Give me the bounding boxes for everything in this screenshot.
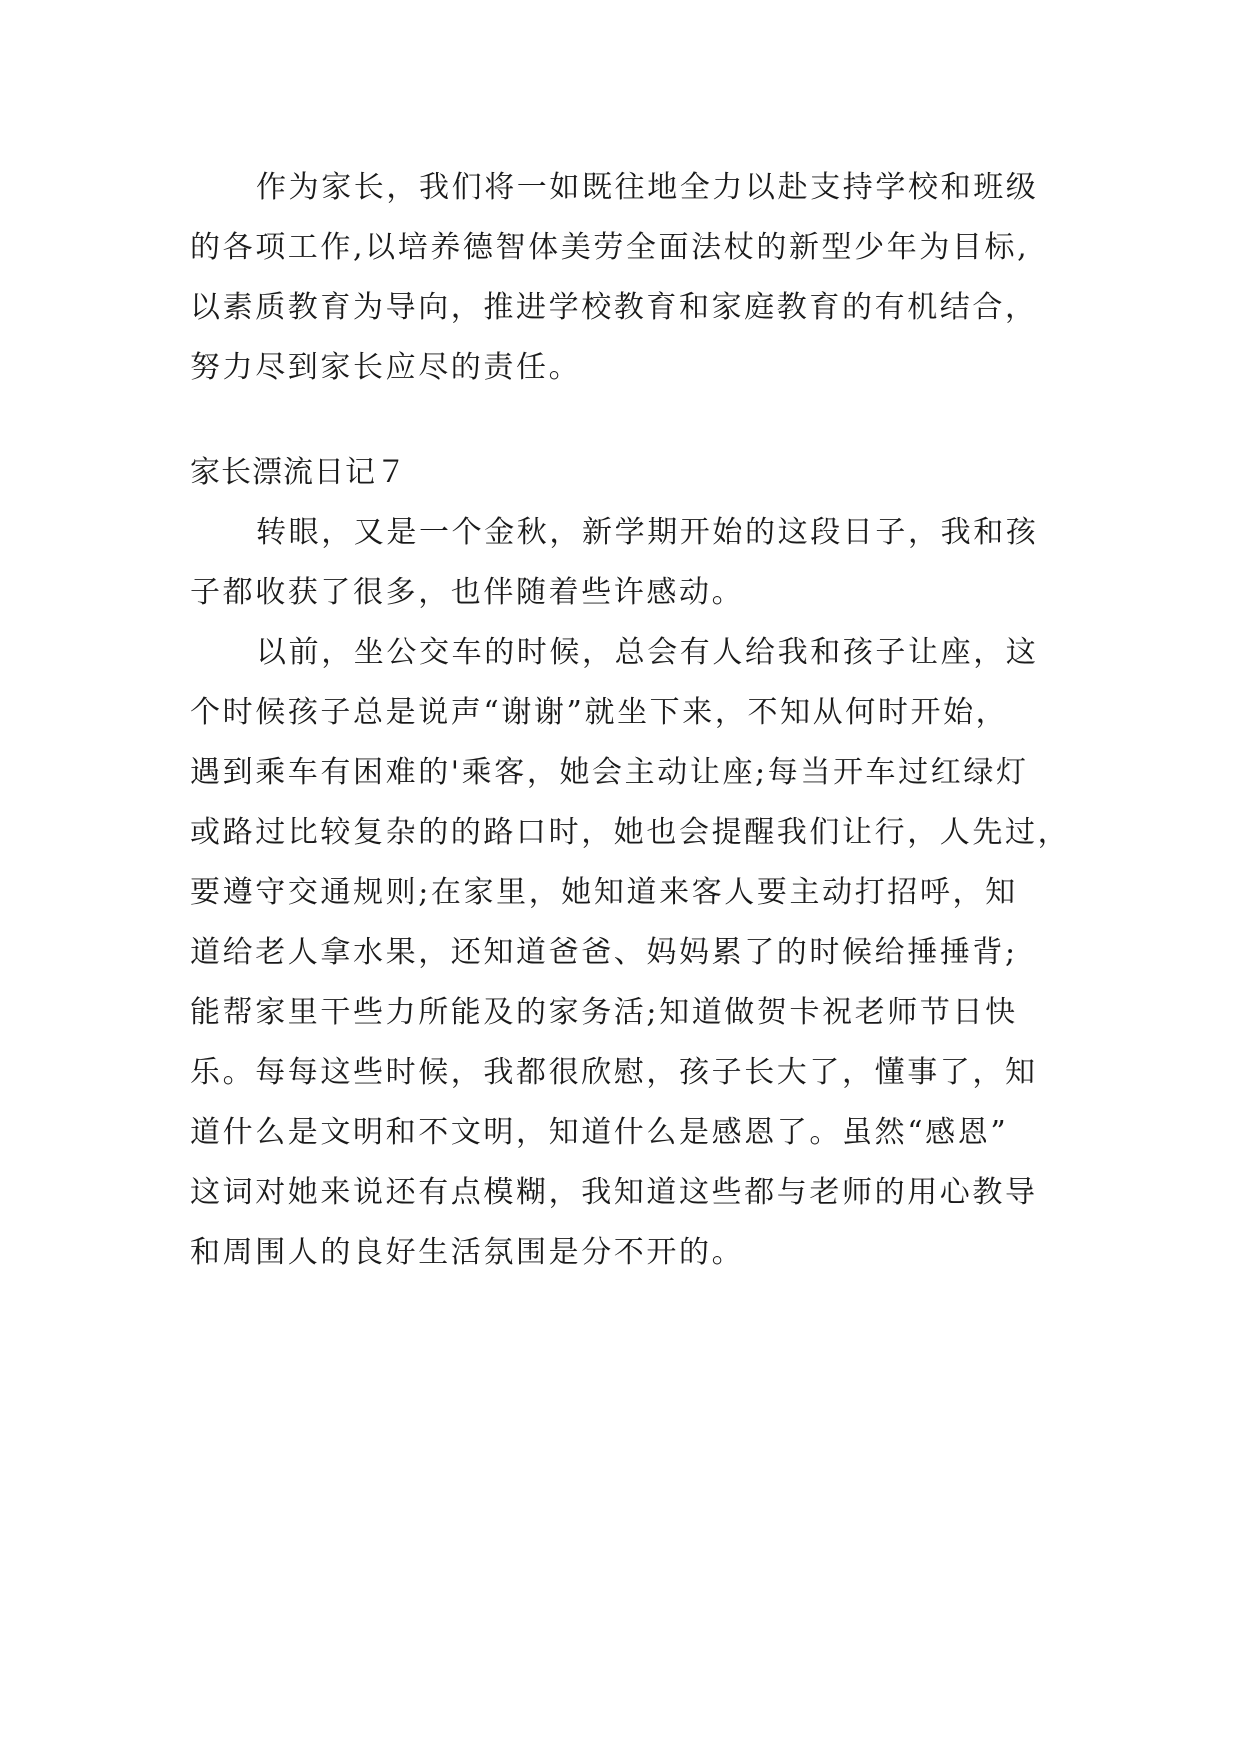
paragraph-line: 努力尽到家长应尽的责任。 [190,350,582,385]
paragraph-line: 作为家长，我们将一如既往地全力以赴支持学校和班级 [256,170,1039,205]
paragraph-line: 转眼，又是一个金秋，新学期开始的这段日子，我和孩 [256,515,1039,550]
paragraph-line: 遇到乘车有困难的'乘客，她会主动让座;每当开车过红绿灯 [190,755,1029,790]
paragraph-line: 要遵守交通规则;在家里，她知道来客人要主动打招呼，知 [190,875,1018,910]
paragraph-line: 个时候孩子总是说声“谢谢”就坐下来，不知从何时开始， [190,695,1009,730]
paragraph-line: 或路过比较复杂的的路口时，她也会提醒我们让行，人先过， [190,815,1071,850]
paragraph-line: 乐。每每这些时候，我都很欣慰，孩子长大了，懂事了，知 [190,1055,1038,1090]
paragraph-line: 道什么是文明和不文明，知道什么是感恩了。虽然“感恩” [190,1115,1009,1150]
paragraph-line: 道给老人拿水果，还知道爸爸、妈妈累了的时候给捶捶背; [190,935,1018,970]
section-heading: 家长漂流日记７ [190,455,407,490]
paragraph-line: 能帮家里干些力所能及的家务活;知道做贺卡祝老师节日快 [190,995,1018,1030]
paragraph-line: 以前，坐公交车的时候，总会有人给我和孩子让座，这 [256,635,1039,670]
paragraph-line: 以素质教育为导向，推进学校教育和家庭教育的有机结合， [190,290,1038,325]
paragraph-line: 的各项工作,以培养德智体美劳全面法杖的新型少年为目标, [190,230,1030,265]
paragraph-line: 这词对她来说还有点模糊，我知道这些都与老师的用心教导 [190,1175,1038,1210]
paragraph-line: 子都收获了很多，也伴随着些许感动。 [190,575,745,610]
paragraph-line: 和周围人的良好生活氛围是分不开的。 [190,1235,745,1270]
